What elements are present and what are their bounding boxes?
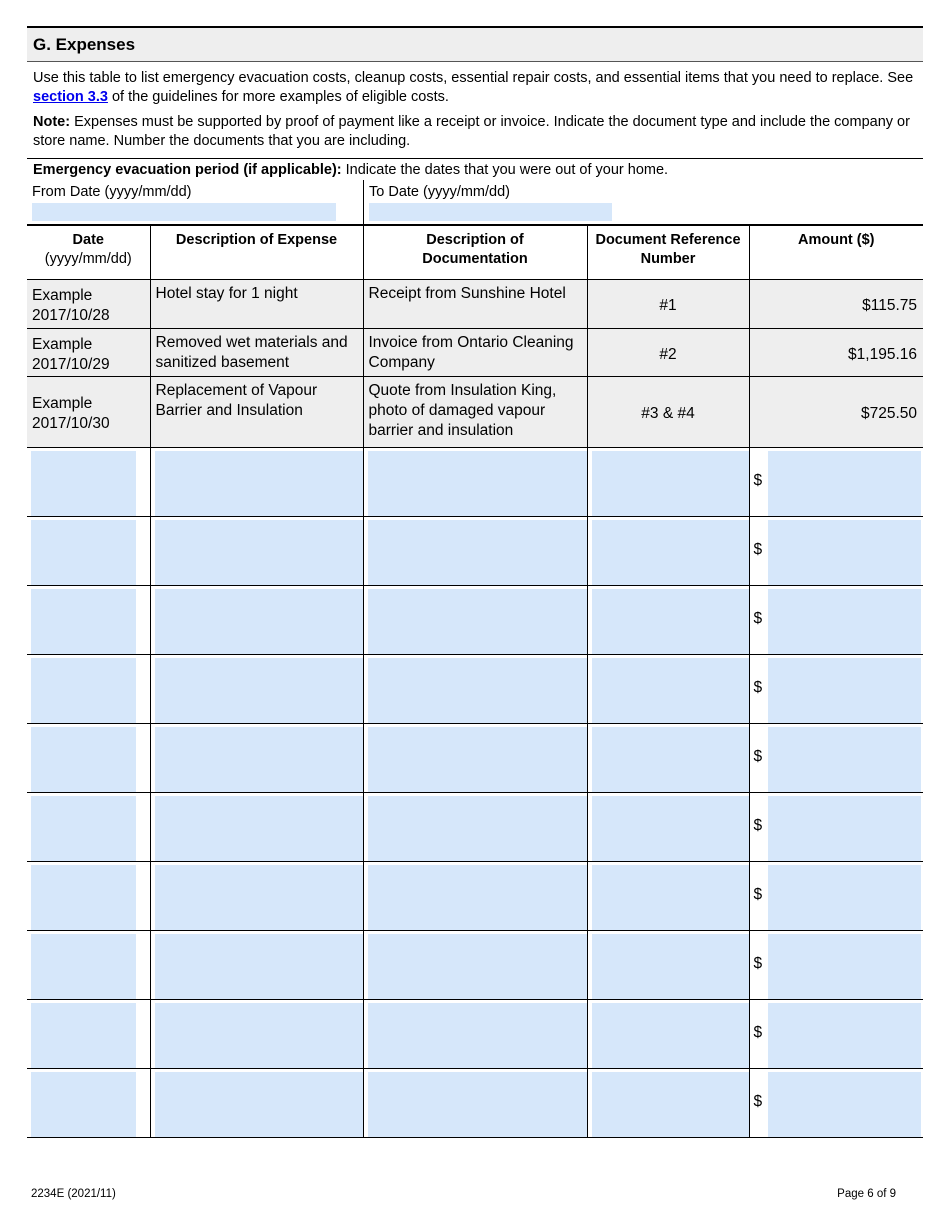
amount-input[interactable] [768,934,922,999]
header-description-of-expense: Description of Expense [150,225,363,280]
dollar-sign: $ [753,886,763,903]
dollar-sign: $ [753,472,763,489]
note-label: Note: [33,114,71,130]
expense-description-input[interactable] [155,589,363,654]
header-document-reference-number: Document Reference Number [587,225,749,280]
document-reference-input[interactable] [592,658,749,723]
documentation-description-input[interactable] [368,658,587,723]
amount-input[interactable] [768,727,922,792]
evacuation-period [27,158,923,224]
amount-input[interactable] [768,1003,922,1068]
expense-description-input[interactable] [155,865,363,930]
from-date-input[interactable] [32,203,336,221]
documentation-description-input[interactable] [368,451,587,516]
expenses-section [27,26,923,1138]
dollar-sign: $ [753,1024,763,1041]
document-reference-input[interactable] [592,1003,749,1068]
expenses-table [27,224,923,1138]
expense-row [27,586,923,655]
document-reference-input[interactable] [592,865,749,930]
documentation-description-input[interactable] [368,1003,587,1068]
example-row: Example 2017/10/28 Hotel stay for 1 night Receipt from Sunshine Hotel #1 $115.75 [27,280,923,329]
expense-description-input[interactable] [155,658,363,723]
to-date-input[interactable] [369,203,612,221]
from-date-label: From Date (yyyy/mm/dd) [32,184,192,200]
example-row: Example 2017/10/30 Replacement of Vapour Barrier and Insulation Quote from Insulation King, photo of damaged vapour barrier and insulation #3 & #4 $725.50 [27,377,923,448]
form-id: 2234E (2021/11) [31,1188,116,1200]
date-input[interactable] [31,520,136,585]
dollar-sign: $ [753,541,763,558]
expense-row [27,655,923,724]
document-reference-input[interactable] [592,934,749,999]
amount-input[interactable] [768,1072,922,1137]
expense-description-input[interactable] [155,451,363,516]
amount-input[interactable] [768,865,922,930]
document-reference-input[interactable] [592,520,749,585]
documentation-description-input[interactable] [368,865,587,930]
document-reference-input[interactable] [592,727,749,792]
documentation-description-input[interactable] [368,727,587,792]
expense-row [27,862,923,931]
expense-row [27,931,923,1000]
example-row: Example 2017/10/29 Removed wet materials and sanitized basement Invoice from Ontario Cleaning Company #2 $1,195.16 [27,329,923,377]
document-reference-input[interactable] [592,1072,749,1137]
date-input[interactable] [31,934,136,999]
date-input[interactable] [31,451,136,516]
intro-paragraph: Use this table to list emergency evacuation costs, cleanup costs, essential repair costs, and essential items that you need to replace. See section 3.3 of the guidelines for more examples of eligible costs. [33,70,914,105]
expense-description-input[interactable] [155,796,363,861]
amount-input[interactable] [768,589,922,654]
expense-row [27,724,923,793]
document-reference-input[interactable] [592,796,749,861]
dollar-sign: $ [753,955,763,972]
expense-row [27,448,923,517]
intro-text [27,62,923,151]
documentation-description-input[interactable] [368,934,587,999]
to-date-label: To Date (yyyy/mm/dd) [369,184,510,200]
expense-row [27,1069,923,1138]
document-reference-input[interactable] [592,589,749,654]
dollar-sign: $ [753,817,763,834]
header-amount: Amount ($) [749,225,923,280]
note-paragraph: Note: Expenses must be supported by proof of payment like a receipt or invoice. Indicate the document type and include the company or store name. Number the documents that you are including. [33,114,910,149]
expense-description-input[interactable] [155,934,363,999]
dollar-sign: $ [753,610,763,627]
section-3-3-link[interactable]: section 3.3 [33,89,108,105]
date-input[interactable] [31,796,136,861]
documentation-description-input[interactable] [368,520,587,585]
date-input[interactable] [31,1003,136,1068]
section-title: G. Expenses [27,26,923,62]
amount-input[interactable] [768,520,922,585]
amount-input[interactable] [768,451,922,516]
expense-row [27,1000,923,1069]
header-description-of-documentation: Description of Documentation [363,225,587,280]
date-input[interactable] [31,865,136,930]
documentation-description-input[interactable] [368,796,587,861]
expense-description-input[interactable] [155,1072,363,1137]
documentation-description-input[interactable] [368,1072,587,1137]
evacuation-title: Emergency evacuation period (if applicable): Indicate the dates that you were out of your home. [33,162,669,178]
page-number: Page 6 of 9 [837,1188,896,1200]
expense-row [27,793,923,862]
amount-input[interactable] [768,658,922,723]
date-input[interactable] [31,727,136,792]
date-input[interactable] [31,1072,136,1137]
date-input[interactable] [31,589,136,654]
dollar-sign: $ [753,679,763,696]
expense-row [27,517,923,586]
header-date: Date (yyyy/mm/dd) [27,225,150,280]
documentation-description-input[interactable] [368,589,587,654]
document-reference-input[interactable] [592,451,749,516]
amount-input[interactable] [768,796,922,861]
expense-description-input[interactable] [155,727,363,792]
dollar-sign: $ [753,748,763,765]
expense-description-input[interactable] [155,1003,363,1068]
dollar-sign: $ [753,1093,763,1110]
expense-description-input[interactable] [155,520,363,585]
date-input[interactable] [31,658,136,723]
